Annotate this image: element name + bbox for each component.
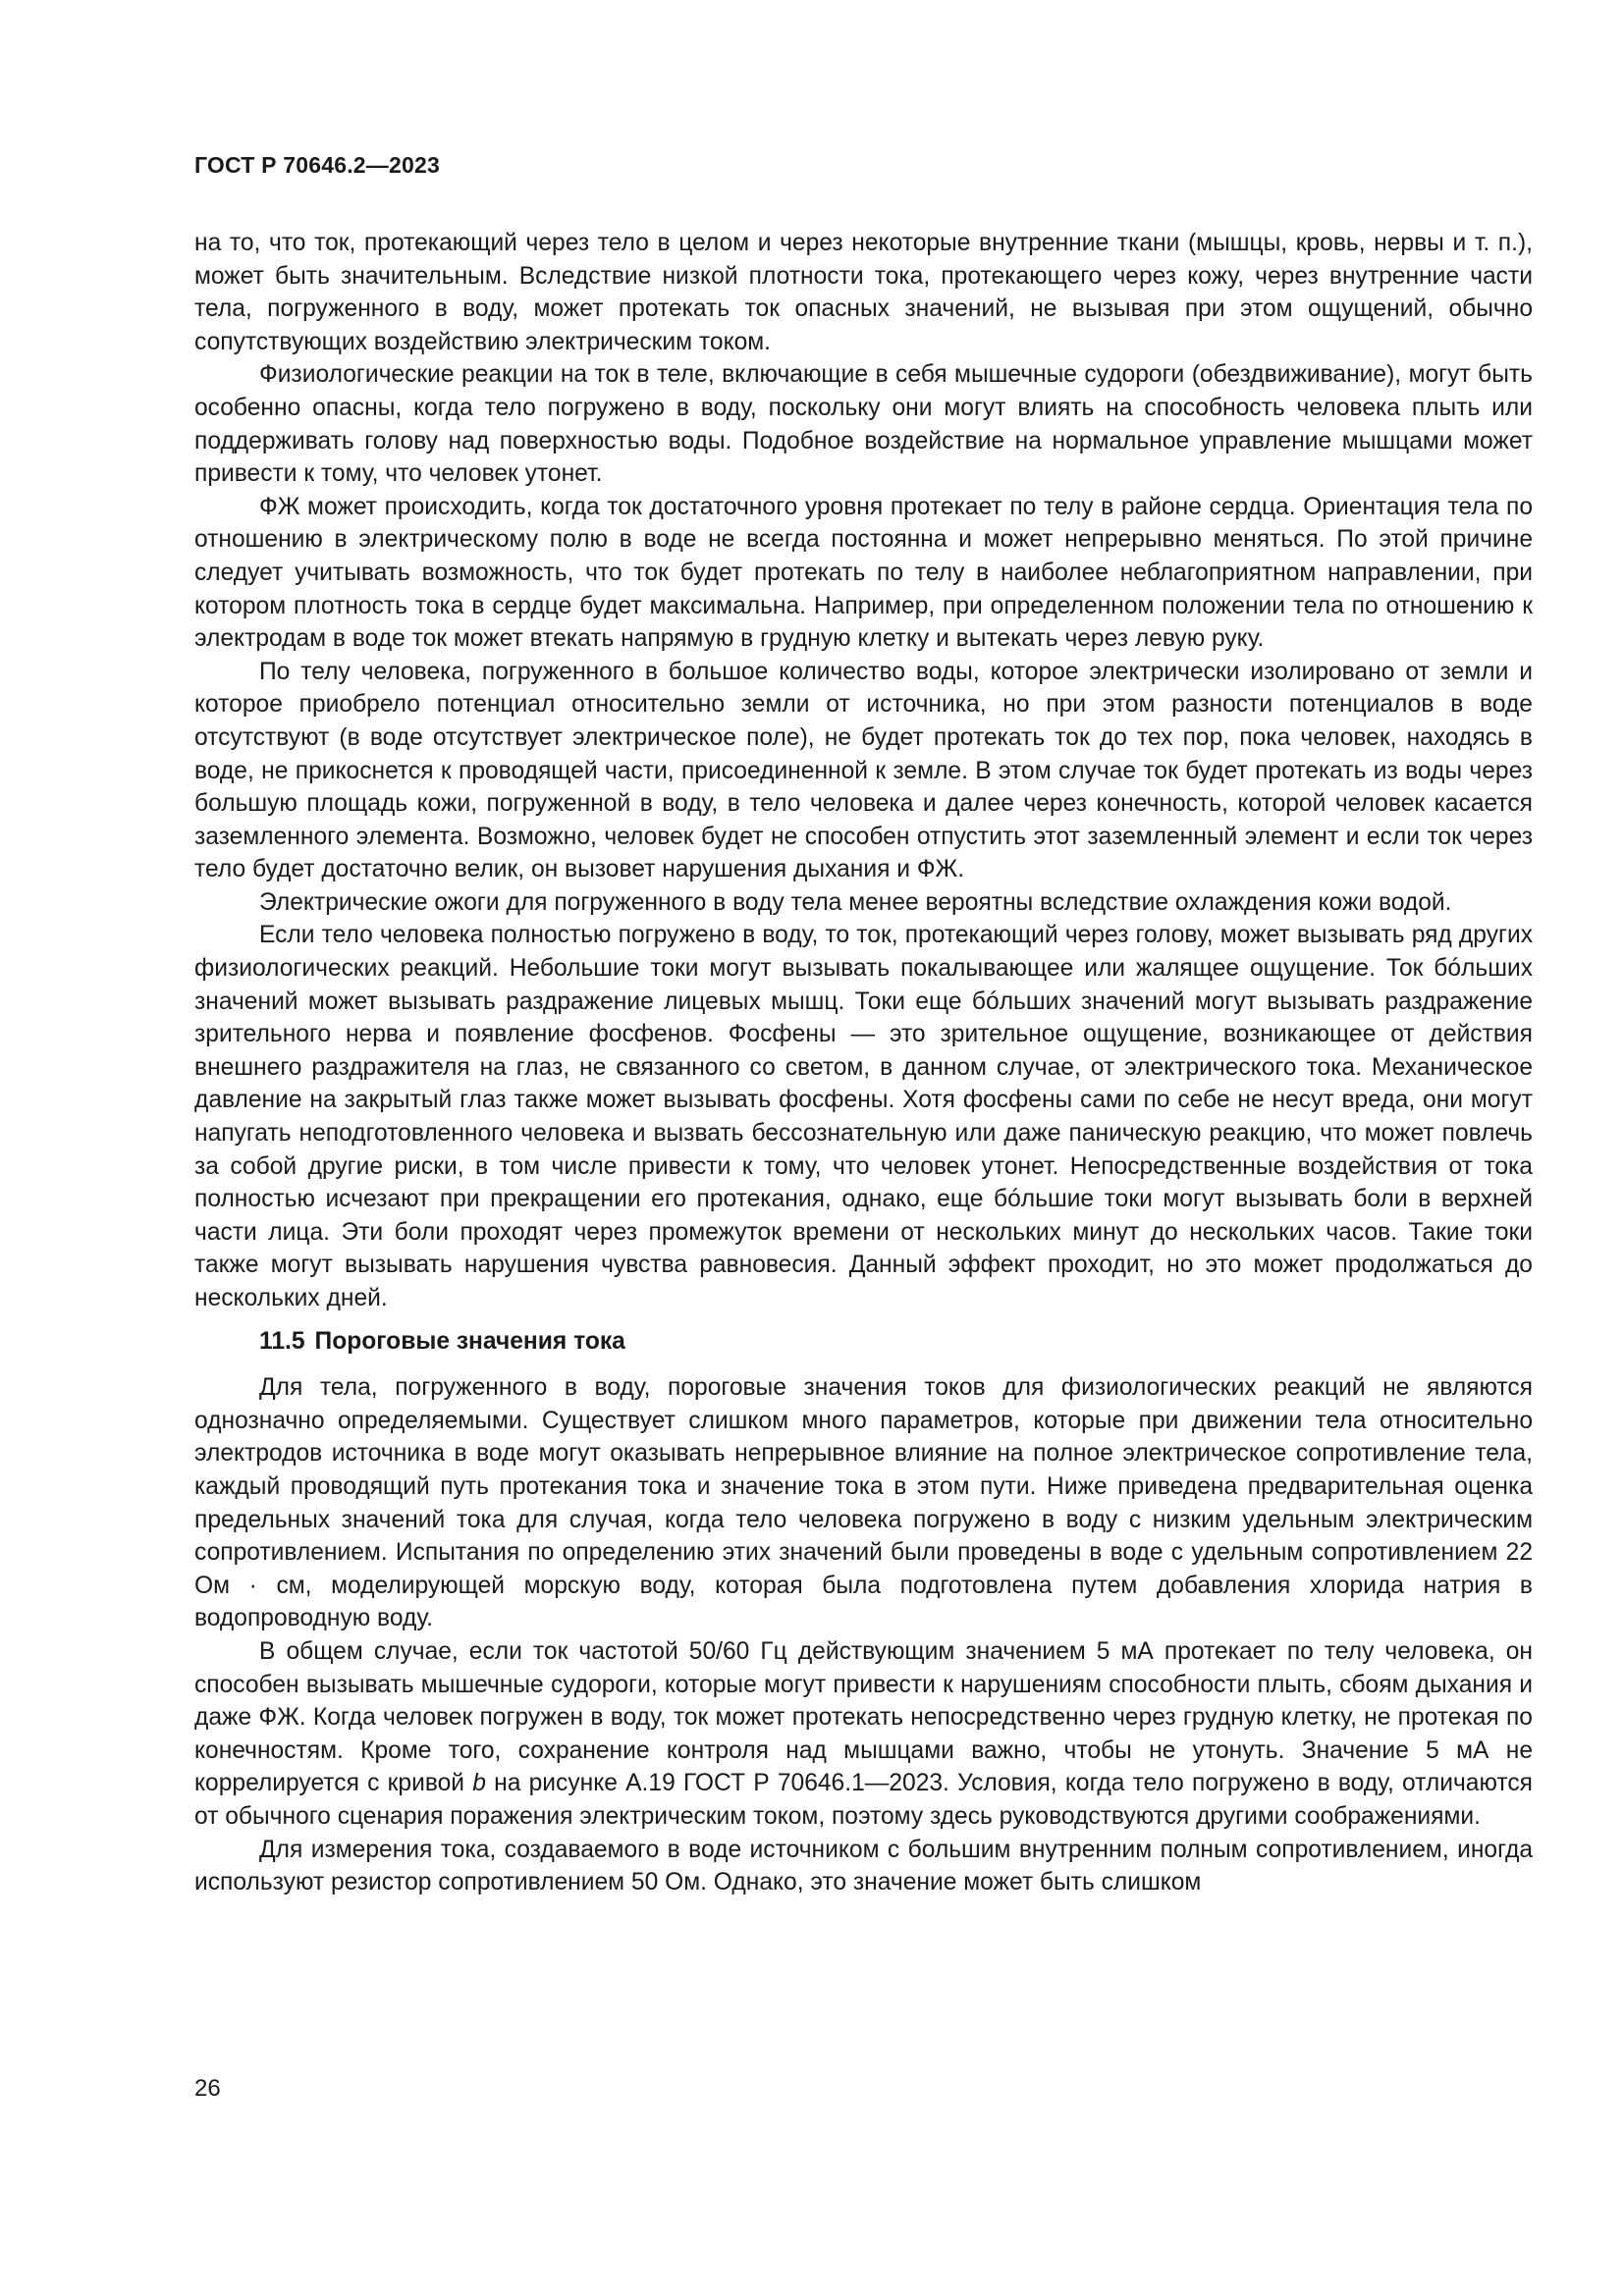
- paragraph: По телу человека, погруженного в большое количество воды, которое электрически изолировано от земли и которое приобрело потенциал относительно земли от источника, но при этом разности потенциалов в воде отсутствуют (в воде отсутствует электрическое поле), не будет протекать ток до тех пор, пока человек, находясь в воде, не прикоснется к проводящей части, присоединенной к земле. В этом случае ток будет протекать из воды через большую площадь кожи, погруженной в воду, в тело человека и далее через конечность, которой человек касается заземленного элемента. Возможно, человек будет не способен отпустить этот заземленный элемент и если ток через тело будет достаточно велик, он вызовет нарушения дыхания и ФЖ.: [194, 658, 1533, 883]
- document-body: [194, 227, 1533, 1899]
- paragraph-text: на рисунке А.19 ГОСТ Р 70646.1—2023. Условия, когда тело погружено в воду, отличаются от обычного сценария поражения электрическим током, поэтому здесь руководствуются другими соображениями.: [194, 1770, 1533, 1830]
- section-number: 11.5: [259, 1327, 305, 1355]
- paragraph: Электрические ожоги для погруженного в воду тела менее вероятны вследствие охлаждения кожи водой.: [259, 888, 1452, 916]
- page-header: ГОСТ Р 70646.2—2023: [194, 152, 440, 178]
- paragraph: [194, 1635, 1533, 1834]
- paragraph: Если тело человека полностью погружено в воду, то ток, протекающий через голову, может вызывать ряд других физиологических реакций. Небольшие токи могут вызывать покалывающее или жалящее ощущение. Ток бóльших значений может вызывать раздражение лицевых мышц. Токи еще бóльших значений могут вызывать раздражение зрительного нерва и появление фосфенов. Фосфены — это зрительное ощущение, возникающее от действия внешнего раздражителя на глаз, не связанного со светом, в данном случае, от электрического тока. Механическое давление на закрытый глаз также может вызывать фосфены. Хотя фосфены сами по себе не несут вреда, они могут напугать неподготовленного человека и вызвать бессознательную или даже паническую реакцию, что может повлечь за собой другие риски, в том числе привести к тому, что человек утонет. Непосредственные воздействия от тока полностью исчезают при прекращении его протекания, однако, еще бóльшие токи могут вызывать боли в верхней части лица. Эти боли проходят через промежуток времени от нескольких минут до нескольких часов. Такие токи также могут вызывать нарушения чувства равновесия. Данный эффект проходит, но это может продолжаться до нескольких дней.: [194, 922, 1533, 1311]
- paragraph: ФЖ может происходить, когда ток достаточного уровня протекает по телу в районе сердца. Ориентация тела по отношению в электрическому полю в воде не всегда постоянна и может непрерывно меняться. По этой причине следует учитывать возможность, что ток будет протекать по телу в наиболее неблагоприятном направлении, при котором плотность тока в сердце будет максимальна. Например, при определенном положении тела по отношению к электродам в воде ток может втекать напрямую в грудную клетку и вытекать через левую руку.: [194, 493, 1533, 653]
- paragraph-text: В общем случае, если ток частотой 50/60 Гц действующим значением 5 мА протекает по телу человека, он способен вызывать мышечные судороги, которые могут привести к нарушениям способности плыть, сбоям дыхания и даже ФЖ. Когда человек погружен в воду, ток может протекать непосредственно через грудную клетку, не протекая по конечностям. Кроме того, сохранение контроля над мышцами важно, чтобы не утонуть. Значение 5 мА не коррелируется с кривой: [194, 1637, 1533, 1797]
- section-heading: [194, 1325, 1533, 1359]
- paragraph: на то, что ток, протекающий через тело в целом и через некоторые внутренние ткани (мышцы, кровь, нервы и т. п.), может быть значительным. Вследствие низкой плотности тока, протекающего через кожу, через внутренние части тела, погруженного в воду, может протекать ток опасных значений, не вызывая при этом ощущений, обычно сопутствующих воздействию электрическим током.: [194, 230, 1533, 355]
- paragraph: Для измерения тока, создаваемого в воде источником с большим внутренним полным сопротивлением, иногда используют резистор сопротивлением 50 Ом. Однако, это значение может быть слишком: [194, 1836, 1533, 1896]
- paragraph: Для тела, погруженного в воду, пороговые значения токов для физиологических реакций не являются однозначно определяемыми. Существует слишком много параметров, которые при движении тела относительно электродов источника в воде могут оказывать непрерывное влияние на полное электрическое сопротивление тела, каждый проводящий путь протекания тока и значение тока в этом пути. Ниже приведена предварительная оценка предельных значений тока для случая, когда тело человека погружено в воду с низким удельным электрическим сопротивлением. Испытания по определению этих значений были проведены в воде с удельным сопротивлением 22 Ом · см, моделирующей морскую воду, которая была подготовлена путем добавления хлорида натрия в водопроводную воду.: [194, 1374, 1533, 1632]
- paragraph: Физиологические реакции на ток в теле, включающие в себя мышечные судороги (обездвиживание), могут быть особенно опасны, когда тело погружено в воду, поскольку они могут влиять на способность человека плыть или поддерживать голову над поверхностью воды. Подобное воздействие на нормальное управление мышцами может привести к тому, что человек утонет.: [194, 361, 1533, 488]
- page-number: 26: [194, 2075, 221, 2102]
- section-title: Пороговые значения тока: [314, 1327, 625, 1355]
- curve-label: b: [472, 1770, 486, 1797]
